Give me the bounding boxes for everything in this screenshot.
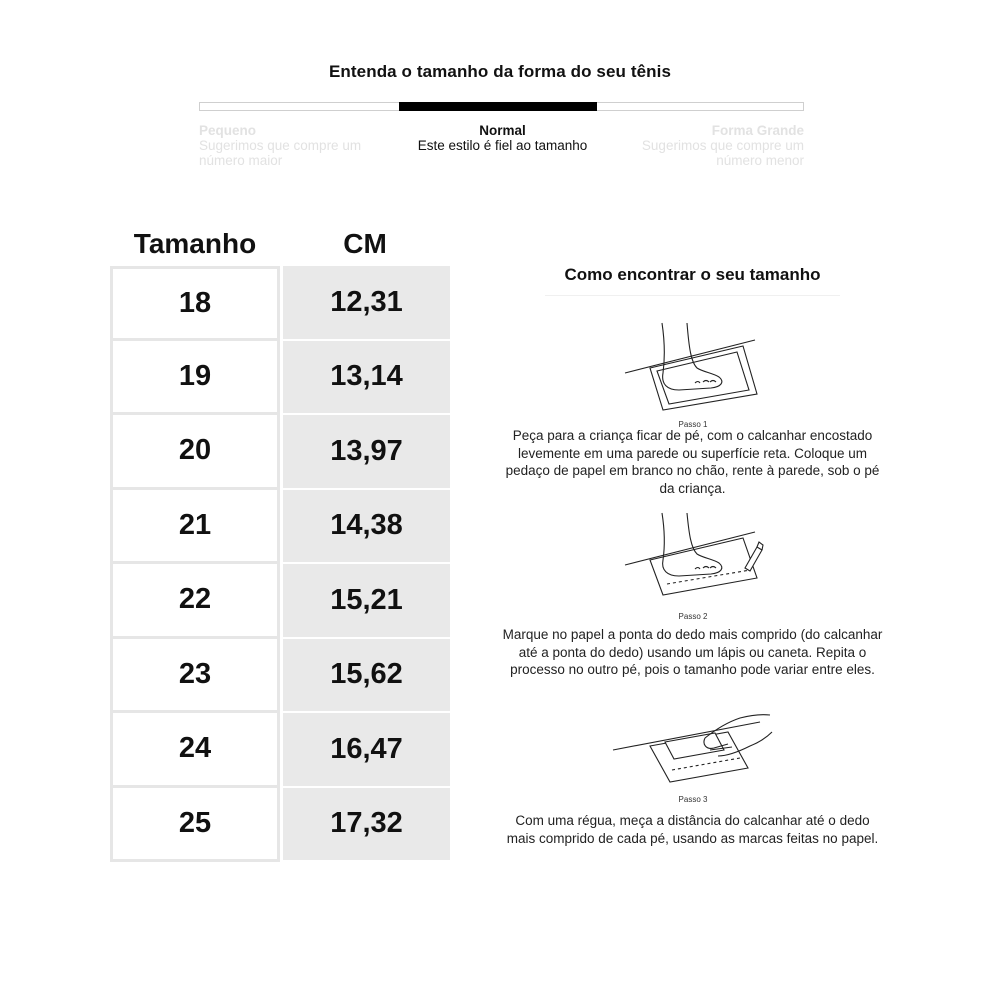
- fit-option-label: Forma Grande: [711, 123, 804, 138]
- step-caption: Passo 3: [678, 795, 708, 804]
- fit-option-large: [610, 123, 804, 168]
- step-caption: Passo 1: [678, 420, 708, 429]
- size-column-header: Tamanho: [133, 228, 257, 259]
- fit-option-small: [199, 123, 389, 168]
- cm-cell: 15,21: [280, 564, 450, 639]
- size-cell: 21: [110, 490, 280, 565]
- size-cell: 18: [110, 266, 280, 341]
- step-text: Peça para a criança ficar de pé, com o calcanhar encostado levemente em uma parede ou superfície reta. Coloque um pedaço de papel em branco no chão, rente à parede, sob o pé da criança.: [505, 428, 880, 496]
- cm-cell: 15,62: [280, 639, 450, 714]
- size-cell: 23: [110, 639, 280, 714]
- step-caption: Passo 2: [678, 612, 708, 621]
- size-cell: 19: [110, 341, 280, 416]
- cm-cell: 13,14: [280, 341, 450, 416]
- size-cell: 20: [110, 415, 280, 490]
- howto-title: Como encontrar o seu tamanho: [545, 265, 840, 296]
- cm-cell: 17,32: [280, 788, 450, 863]
- fit-scale-bar: [199, 102, 804, 111]
- cm-column: [280, 266, 450, 862]
- foot-marking-pencil-icon: [615, 510, 765, 610]
- size-cell: 25: [110, 788, 280, 863]
- size-cell: 22: [110, 564, 280, 639]
- fit-option-label: Normal: [479, 123, 526, 138]
- foot-on-paper-icon: [615, 318, 765, 423]
- cm-column-header: CM: [343, 228, 387, 259]
- cm-cell: 16,47: [280, 713, 450, 788]
- fit-option-label: Pequeno: [199, 123, 257, 138]
- size-cell: 24: [110, 713, 280, 788]
- cm-cell: 14,38: [280, 490, 450, 565]
- fit-title: Entenda o tamanho da forma do seu tênis: [328, 62, 672, 81]
- step-text: Marque no papel a ponta do dedo mais comprido (do calcanhar até a ponta do dedo) usando um lápis ou caneta. Repita o processo no outro pé, pois o tamanho pode variar entre eles.: [502, 627, 883, 677]
- fit-option-desc: Sugerimos que compre um número maior: [199, 138, 362, 168]
- cm-cell: 12,31: [280, 266, 450, 341]
- step-text: Com uma régua, meça a distância do calcanhar até o dedo mais comprido de cada pé, usando as marcas feitas no papel.: [506, 813, 879, 846]
- fit-option-desc: Este estilo é fiel ao tamanho: [417, 138, 588, 153]
- hand-ruler-measure-icon: [610, 710, 775, 795]
- cm-cell: 13,97: [280, 415, 450, 490]
- fit-option-normal: [400, 123, 605, 153]
- fit-option-desc: Sugerimos que compre um número menor: [641, 138, 804, 168]
- fit-scale-active-segment: [399, 102, 597, 111]
- size-column: [110, 266, 280, 862]
